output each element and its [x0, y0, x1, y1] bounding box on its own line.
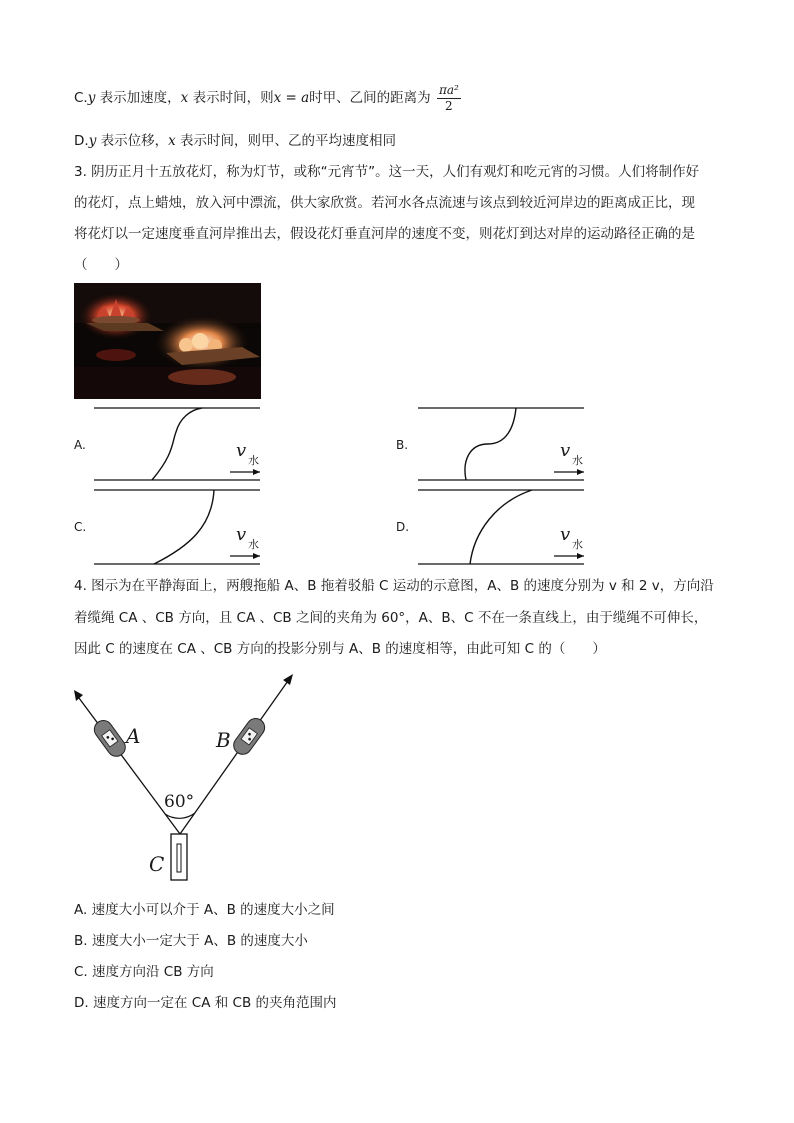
option-d-label: D. [396, 520, 410, 534]
path-curve [152, 408, 202, 480]
option-d-prefix: D. [74, 133, 89, 149]
var-x: x [168, 133, 176, 149]
river-diagram-b [418, 404, 586, 488]
q3-line-2: 的花灯，点上蜡烛，放入河中漂流，供大家欣赏。若河水各点流速与该点到较近河岸边的距离成正比，现 [74, 195, 695, 211]
q3-line-4: （ ） [74, 257, 128, 273]
var-y: y [87, 90, 96, 106]
option-b-label: B. [396, 438, 409, 452]
option-c-label: C. [74, 520, 87, 534]
label-a: A [126, 724, 141, 748]
cable-cb [180, 678, 290, 834]
tugboat-diagram [64, 668, 324, 886]
water-subscript: 水 [572, 454, 583, 467]
path-curve [465, 408, 516, 480]
velocity-symbol: v [560, 524, 571, 545]
water-subscript: 水 [572, 538, 583, 551]
arrow-b [283, 674, 293, 685]
option-d-line [74, 131, 396, 151]
river-diagram-d [418, 486, 586, 570]
q4-option-a: A. 速度大小可以介于 A、B 的速度大小之间 [74, 902, 335, 918]
velocity-symbol: v [236, 524, 247, 545]
q4-option-d: D. 速度方向一定在 CA 和 CB 的夹角范围内 [74, 995, 337, 1011]
fraction [437, 83, 461, 113]
river-diagram-a [94, 404, 262, 488]
angle-label: 60° [164, 792, 195, 812]
option-c-text-1: 表示加速度， [99, 90, 181, 106]
option-d-text-1: 表示位移， [100, 133, 169, 149]
q4-option-c: C. 速度方向沿 CB 方向 [74, 964, 214, 980]
option-c-text-2: 表示时间，则 [192, 90, 274, 106]
path-curve [154, 490, 214, 564]
cable-ca [76, 694, 180, 834]
velocity-symbol: v [236, 440, 247, 461]
label-c: C [149, 852, 165, 876]
water-subscript: 水 [248, 538, 259, 551]
tug-b [230, 715, 268, 758]
lantern-photo [74, 283, 261, 399]
river-diagram-c [94, 486, 262, 570]
water-subscript: 水 [248, 454, 259, 467]
var-y: y [88, 133, 97, 149]
equation-x-a: x = a [273, 90, 310, 106]
option-a-label: A. [74, 438, 86, 452]
angle-arc [165, 813, 195, 818]
fraction-denominator: 2 [445, 99, 453, 113]
arrow-a [74, 690, 83, 701]
option-c-text-3: 时甲、乙间的距离为 [309, 90, 431, 106]
var-x: x [180, 90, 189, 106]
q3-line-1: 3. 阴历正月十五放花灯，称为灯节，或称“元宵节”。这一天，人们有观灯和吃元宵的习惯。人们将制作好 [74, 164, 700, 180]
lantern-photo-art [74, 283, 261, 399]
option-c-line [74, 83, 461, 113]
tug-a [91, 717, 129, 760]
path-curve [470, 490, 532, 564]
fraction-numerator: πa² [438, 83, 459, 97]
option-c-prefix: C. [74, 90, 88, 106]
label-b: B [216, 728, 231, 752]
q4-option-b: B. 速度大小一定大于 A、B 的速度大小 [74, 933, 308, 949]
q4-line-3: 因此 C 的速度在 CA 、CB 方向的投影分别与 A、B 的速度相等，由此可知 C 的（ ） [74, 641, 606, 657]
q4-line-1: 4. 图示为在平静海面上，两艘拖船 A、B 拖着驳船 C 运动的示意图，A、B 的速度分别为 v 和 2 v，方向沿 [74, 578, 714, 594]
option-d-text-2: 表示时间，则甲、乙的平均速度相同 [180, 133, 397, 149]
q4-line-2: 着缆绳 CA 、CB 方向，且 CA 、CB 之间的夹角为 60°，A、B、C 不在一条直线上，由于缆绳不可伸长， [74, 610, 708, 626]
q3-line-3: 将花灯以一定速度垂直河岸推出去，假设花灯垂直河岸的速度不变，则花灯到达对岸的运动路径正确的是 [74, 226, 695, 242]
velocity-symbol: v [560, 440, 571, 461]
